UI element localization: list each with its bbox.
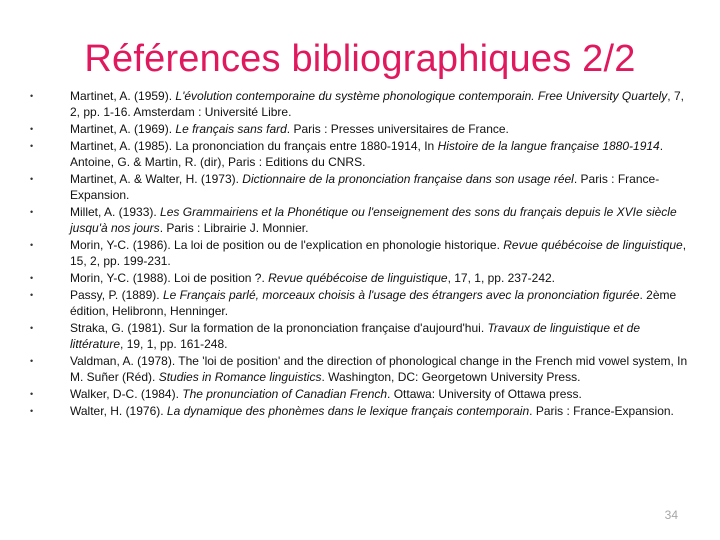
- reference-text: Walter, H. (1976).: [70, 404, 167, 418]
- reference-title: Histoire de la langue française 1880-1914: [437, 139, 660, 153]
- reference-details: . 2ème édition, Helibronn, Henninger.: [70, 288, 677, 318]
- bullet-icon: •: [30, 406, 34, 416]
- reference-title: La dynamique des phonèmes dans le lexique français contemporain: [166, 404, 530, 418]
- bullet-icon: •: [30, 91, 34, 101]
- reference-item: [30, 121, 690, 137]
- bullet-icon: •: [30, 240, 34, 250]
- reference-details: . Ottawa: University of Ottawa press.: [387, 387, 582, 401]
- reference-item: [30, 237, 690, 269]
- reference-item: [30, 320, 690, 352]
- reference-title: Revue québécoise de linguistique: [268, 271, 448, 285]
- reference-text: Morin, Y-C. (1986). La loi de position ou de l'explication en phonologie historique.: [70, 238, 504, 252]
- reference-text: Martinet, A. (1985). La prononciation du français entre 1880-1914, In: [70, 139, 438, 153]
- reference-text: Martinet, A. & Walter, H. (1973).: [70, 172, 243, 186]
- reference-details: . Paris : France-Expansion.: [70, 172, 660, 202]
- reference-details: , 7, 2, pp. 1-16. Amsterdam : Université Libre.: [70, 89, 684, 119]
- reference-title: Les Grammairiens et la Phonétique ou l'enseignement des sons du français depuis le XVIe siècle jusqu'à nos jours: [70, 205, 677, 235]
- reference-text: Passy, P. (1889).: [70, 288, 163, 302]
- bullet-icon: •: [30, 273, 34, 283]
- bullet-icon: •: [30, 207, 34, 217]
- bullet-icon: •: [30, 141, 34, 151]
- reference-item: [30, 88, 690, 120]
- reference-text: Millet, A. (1933).: [70, 205, 161, 219]
- reference-details: . Antoine, G. & Martin, R. (dir), Paris : Editions du CNRS.: [70, 139, 664, 169]
- reference-item: [30, 138, 690, 170]
- reference-item: [30, 204, 690, 236]
- bullet-icon: •: [30, 323, 34, 333]
- reference-text: Morin, Y-C. (1988). Loi de position ?.: [70, 271, 269, 285]
- bullet-icon: •: [30, 290, 34, 300]
- bullet-icon: •: [30, 124, 34, 134]
- reference-details: . Paris : France-Expansion.: [529, 404, 674, 418]
- reference-item: [30, 386, 690, 402]
- reference-details: . Paris : Librairie J. Monnier.: [159, 221, 309, 235]
- slide-title: Références bibliographiques 2/2: [84, 38, 636, 80]
- reference-title: Studies in Romance linguistics: [158, 370, 322, 384]
- bullet-icon: •: [30, 389, 34, 399]
- reference-title: Le français sans fard: [175, 122, 287, 136]
- reference-item: [30, 171, 690, 203]
- reference-text: Walker, D-C. (1984).: [70, 387, 183, 401]
- reference-item: [30, 403, 690, 419]
- reference-title: Travaux de linguistique et de littérature: [70, 321, 641, 351]
- reference-text: Straka, G. (1981). Sur la formation de la prononciation française d'aujourd'hui.: [70, 321, 488, 335]
- reference-item: [30, 287, 690, 319]
- reference-item: [30, 270, 690, 286]
- reference-list: [30, 88, 690, 419]
- reference-title: Dictionnaire de la prononciation française dans son usage réel: [242, 172, 574, 186]
- bullet-icon: •: [30, 356, 34, 366]
- reference-text: Valdman, A. (1978). The 'loi de position' and the direction of phonological change in the French mid vowel system, In M. Suñer (Réd).: [70, 354, 688, 384]
- reference-text: Martinet, A. (1959).: [70, 89, 176, 103]
- reference-details: , 15, 2, pp. 199-231.: [70, 238, 687, 268]
- reference-details: , 19, 1, pp. 161-248.: [120, 337, 228, 351]
- reference-text: Martinet, A. (1969).: [70, 122, 176, 136]
- reference-title: Le Français parlé, morceaux choisis à l'usage des étrangers avec la prononciation figurée: [162, 288, 640, 302]
- reference-details: , 17, 1, pp. 237-242.: [447, 271, 556, 285]
- reference-item: [30, 353, 690, 385]
- page-number: 34: [664, 508, 678, 522]
- bullet-icon: •: [30, 174, 34, 184]
- reference-details: . Paris : Presses universitaires de France.: [286, 122, 509, 136]
- reference-title: L'évolution contemporaine du système phonologique contemporain. Free University Quartely: [175, 89, 668, 103]
- reference-title: The pronunciation of Canadian French: [182, 387, 388, 401]
- reference-title: Revue québécoise de linguistique: [503, 238, 683, 252]
- reference-details: . Washington, DC: Georgetown University Press.: [321, 370, 581, 384]
